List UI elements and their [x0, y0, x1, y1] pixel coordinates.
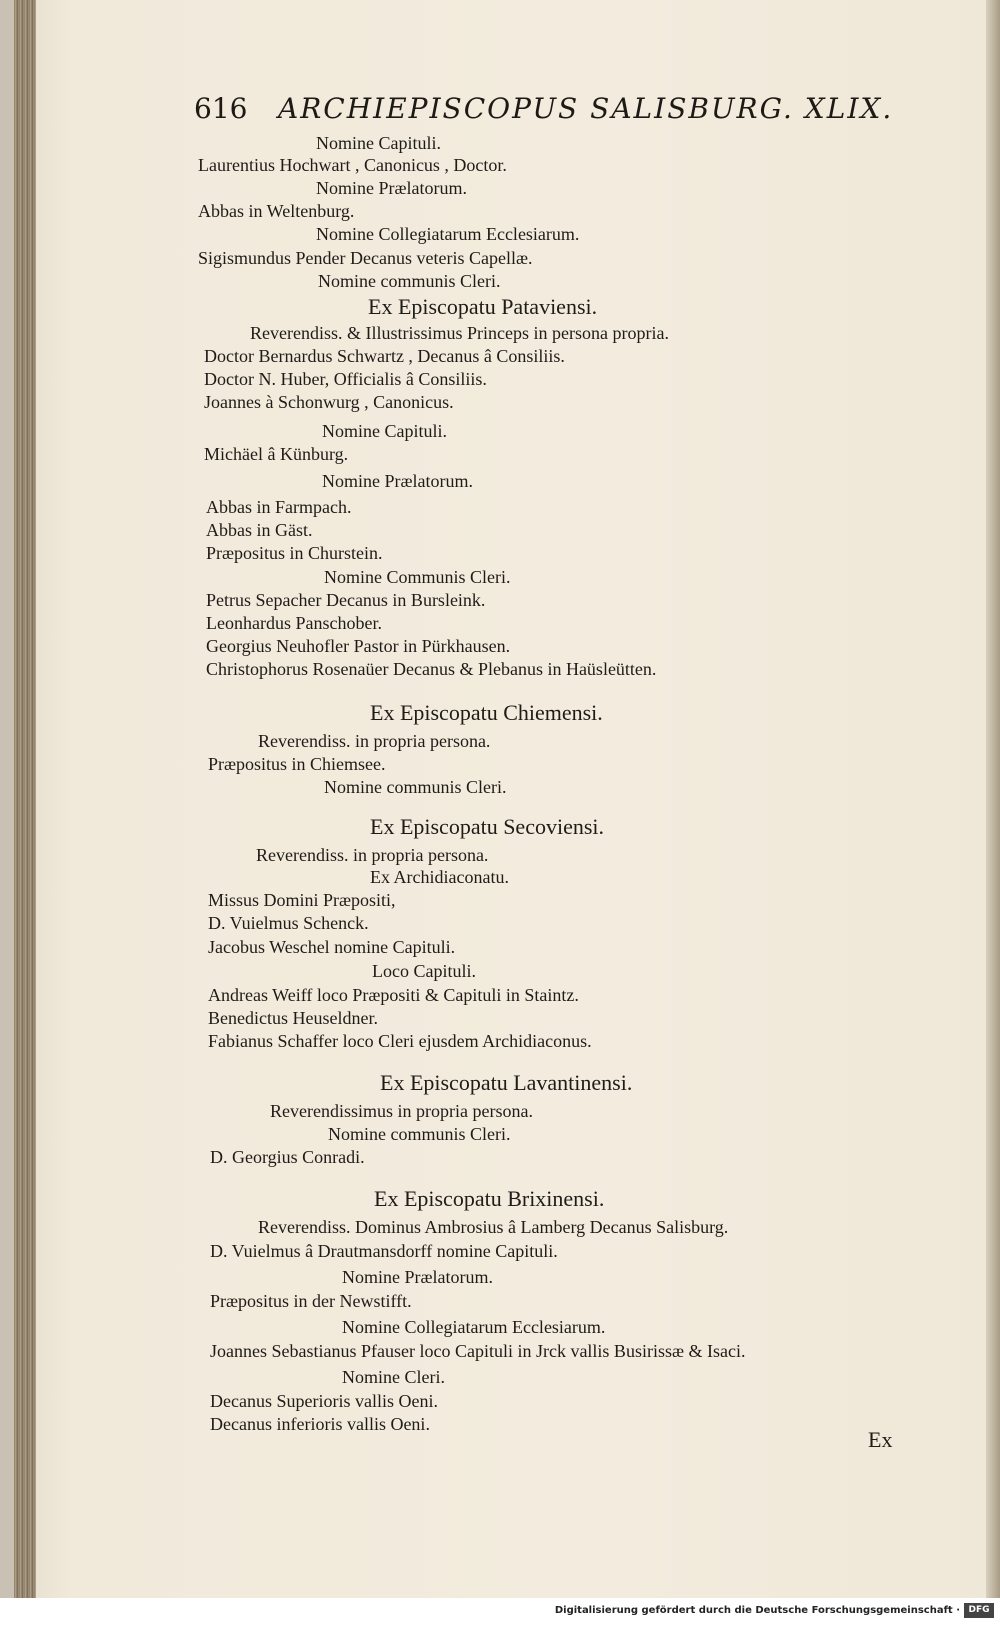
text-line: Reverendiss. in propria persona. — [256, 845, 489, 865]
text-line: Michäel â Künburg. — [204, 444, 349, 464]
text-line: Jacobus Weschel nomine Capituli. — [208, 937, 456, 957]
text-line: Doctor Bernardus Schwartz , Decanus â Consiliis. — [204, 346, 565, 366]
section-heading: Ex Episcopatu Secoviensi. — [370, 814, 605, 839]
text-line: Præpositus in Chiemsee. — [208, 754, 386, 774]
text-line: D. Georgius Conradi. — [210, 1147, 365, 1167]
text-line: Petrus Sepacher Decanus in Bursleink. — [206, 590, 486, 610]
text-line: Præpositus in Churstein. — [206, 543, 383, 563]
text-line: Doctor N. Huber, Officialis â Consiliis. — [204, 369, 487, 389]
running-header — [194, 92, 894, 132]
text-line: Nomine communis Cleri. — [328, 1124, 511, 1144]
text-line: Fabianus Schaffer loco Cleri ejusdem Archidiaconus. — [208, 1031, 592, 1051]
text-line: Nomine Prælatorum. — [316, 178, 467, 198]
section-heading: Ex Episcopatu Brixinensi. — [374, 1186, 605, 1211]
book-binding — [14, 0, 36, 1598]
text-line: Missus Domini Præpositi, — [208, 890, 396, 910]
text-line: Laurentius Hochwart , Canonicus , Doctor. — [198, 155, 507, 175]
page-number: 616 — [194, 92, 248, 125]
text-line: Nomine Capituli. — [322, 421, 447, 441]
text-line: Joannes à Schonwurg , Canonicus. — [204, 392, 454, 412]
section-heading: Ex Episcopatu Pataviensi. — [368, 294, 598, 319]
text-line: Andreas Weiff loco Præpositi & Capituli in Staintz. — [208, 985, 579, 1005]
text-line: Abbas in Gäst. — [206, 520, 313, 540]
text-line: Nomine Prælatorum. — [342, 1267, 493, 1287]
text-line: Decanus Superioris vallis Oeni. — [210, 1391, 438, 1411]
text-line: Abbas in Farmpach. — [206, 497, 352, 517]
text-line: Nomine communis Cleri. — [324, 777, 507, 797]
text-line: Nomine Prælatorum. — [322, 471, 473, 491]
text-line: Georgius Neuhofler Pastor in Pürkhausen. — [206, 636, 511, 656]
text-line: Nomine Collegiatarum Ecclesiarum. — [316, 224, 580, 244]
footer-credit: Digitalisierung gefördert durch die Deutsche Forschungsgemeinschaft · — [554, 1605, 960, 1616]
digitization-footer — [0, 1598, 1000, 1627]
section-heading: Ex Episcopatu Lavantinensi. — [380, 1070, 633, 1095]
catchword: Ex — [868, 1427, 893, 1452]
text-line: Decanus inferioris vallis Oeni. — [210, 1414, 430, 1434]
text-line: Nomine communis Cleri. — [318, 271, 501, 291]
text-line: Nomine Capituli. — [316, 133, 441, 153]
text-line: Christophorus Rosenaüer Decanus & Plebanus in Haüsleütten. — [206, 659, 657, 679]
text-line: Ex Archidiaconatu. — [370, 867, 509, 887]
text-line: Abbas in Weltenburg. — [198, 201, 355, 221]
dfg-logo-icon: DFG — [964, 1603, 994, 1618]
running-title: ARCHIEPISCOPUS SALISBURG. XLIX. — [278, 92, 894, 125]
page-edge — [986, 0, 1000, 1598]
text-line: Præpositus in der Newstifft. — [210, 1291, 412, 1311]
text-line: Sigismundus Pender Decanus veteris Capellæ. — [198, 248, 533, 268]
text-line: Loco Capituli. — [372, 961, 476, 981]
text-line: Leonhardus Panschober. — [206, 613, 382, 633]
text-line: Reverendissimus in propria persona. — [270, 1101, 533, 1121]
text-line: Nomine Communis Cleri. — [324, 567, 511, 587]
text-line: Reverendiss. in propria persona. — [258, 731, 491, 751]
text-line: D. Vuielmus Schenck. — [208, 913, 369, 933]
section-heading: Ex Episcopatu Chiemensi. — [370, 700, 603, 725]
text-line: Joannes Sebastianus Pfauser loco Capituli in Jrck vallis Busirissæ & Isaci. — [210, 1341, 746, 1361]
text-line: Nomine Cleri. — [342, 1367, 445, 1387]
text-line: Reverendiss. Dominus Ambrosius â Lamberg Decanus Salisburg. — [258, 1217, 729, 1237]
text-line: Nomine Collegiatarum Ecclesiarum. — [342, 1317, 606, 1337]
text-line: D. Vuielmus â Drautmansdorff nomine Capituli. — [210, 1241, 558, 1261]
text-line: Reverendiss. & Illustrissimus Princeps in persona propria. — [250, 323, 669, 343]
text-line: Benedictus Heuseldner. — [208, 1008, 378, 1028]
